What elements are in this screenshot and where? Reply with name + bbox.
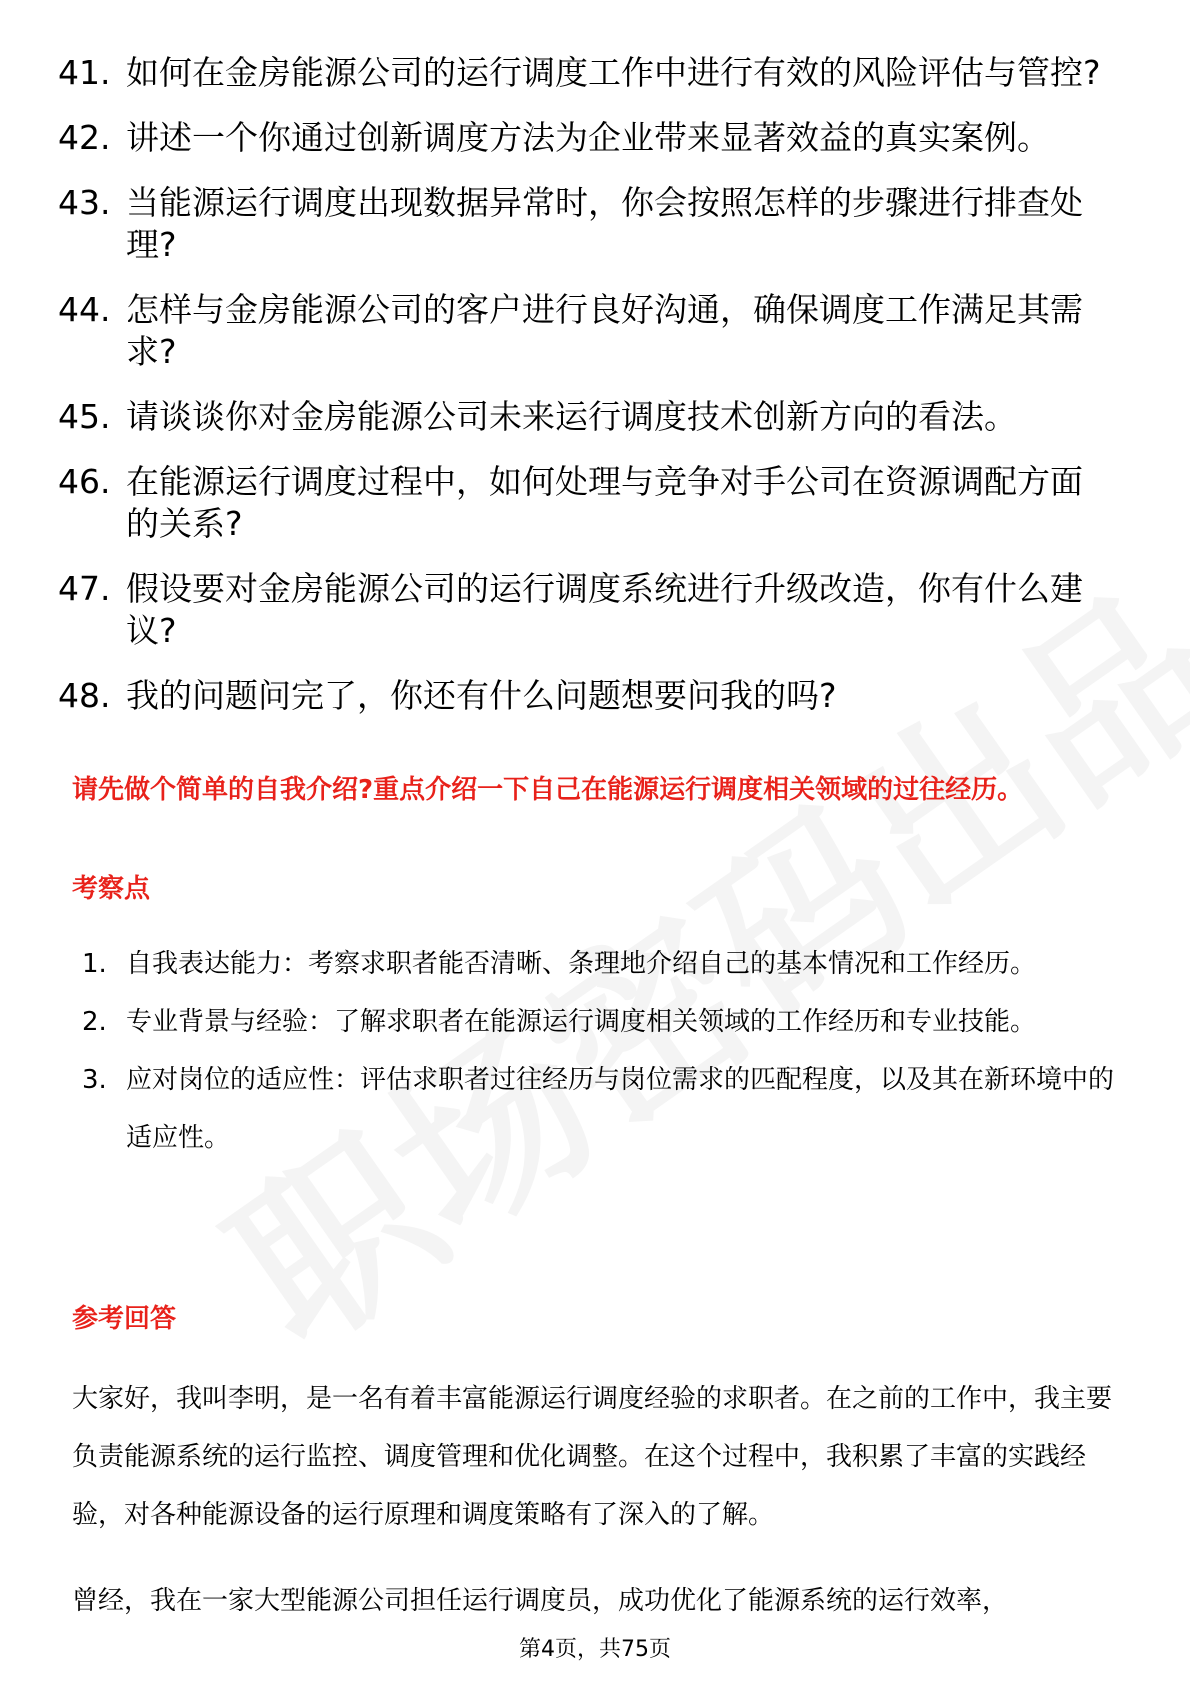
exam-points-list [82,935,1122,1167]
question-text: 如何在金房能源公司的运行调度工作中进行有效的风险评估与管控? [126,53,1101,92]
page-footer: 第4页，共75页 [519,1637,671,1662]
reference-answer-label: 参考回答 [72,1304,177,1334]
question-item [58,461,1108,545]
exam-point-text: 应对岗位的适应性：评估求职者过往经历与岗位需求的匹配程度，以及其在新环境中的适应性。 [126,1065,1115,1153]
question-text: 假设要对金房能源公司的运行调度系统进行升级改造，你有什么建议? [126,569,1083,650]
question-number: 45. [58,397,111,436]
exam-point-text: 专业背景与经验：了解求职者在能源运行调度相关领域的工作经历和专业技能。 [126,1007,1037,1037]
exam-point-number: 3. [82,1065,107,1095]
question-item [58,52,1108,94]
exam-point-number: 1. [82,949,107,979]
question-item [58,396,1108,438]
question-text: 请谈谈你对金房能源公司未来运行调度技术创新方向的看法。 [126,397,1017,436]
exam-point-item [82,935,1122,993]
question-item [58,182,1108,266]
question-number: 41. [58,53,111,92]
answer-paragraph: 曾经，我在一家大型能源公司担任运行调度员，成功优化了能源系统的运行效率， [72,1586,1009,1616]
exam-point-item [82,993,1122,1051]
question-text: 讲述一个你通过创新调度方法为企业带来显著效益的真实案例。 [126,118,1050,157]
exam-point-number: 2. [82,1007,107,1037]
question-number: 47. [58,569,111,608]
question-number: 42. [58,118,111,157]
question-number: 44. [58,290,111,329]
question-item [58,289,1108,373]
question-item [58,568,1108,652]
question-heading: 请先做个简单的自我介绍?重点介绍一下自己在能源运行调度相关领域的过往经历。 [72,775,1024,805]
answer-paragraph: 大家好，我叫李明，是一名有着丰富能源运行调度经验的求职者。在之前的工作中，我主要负责能源系统的运行监控、调度管理和优化调整。在这个过程中，我积累了丰富的实践经验，对各种能源设备的运行原理和调度策略有了深入的了解。 [72,1384,1113,1530]
question-text: 在能源运行调度过程中，如何处理与竞争对手公司在资源调配方面的关系? [126,462,1083,543]
question-list [58,52,1108,740]
exam-points-label: 考察点 [72,874,151,904]
question-number: 46. [58,462,111,501]
question-item [58,675,1108,717]
exam-point-text: 自我表达能力：考察求职者能否清晰、条理地介绍自己的基本情况和工作经历。 [126,949,1037,979]
exam-point-item [82,1051,1122,1167]
question-number: 43. [58,183,111,222]
question-text: 我的问题问完了，你还有什么问题想要问我的吗? [126,676,837,715]
question-number: 48. [58,676,111,715]
question-item [58,117,1108,159]
question-text: 当能源运行调度出现数据异常时，你会按照怎样的步骤进行排查处理? [126,183,1083,264]
question-text: 怎样与金房能源公司的客户进行良好沟通，确保调度工作满足其需求? [126,290,1083,371]
